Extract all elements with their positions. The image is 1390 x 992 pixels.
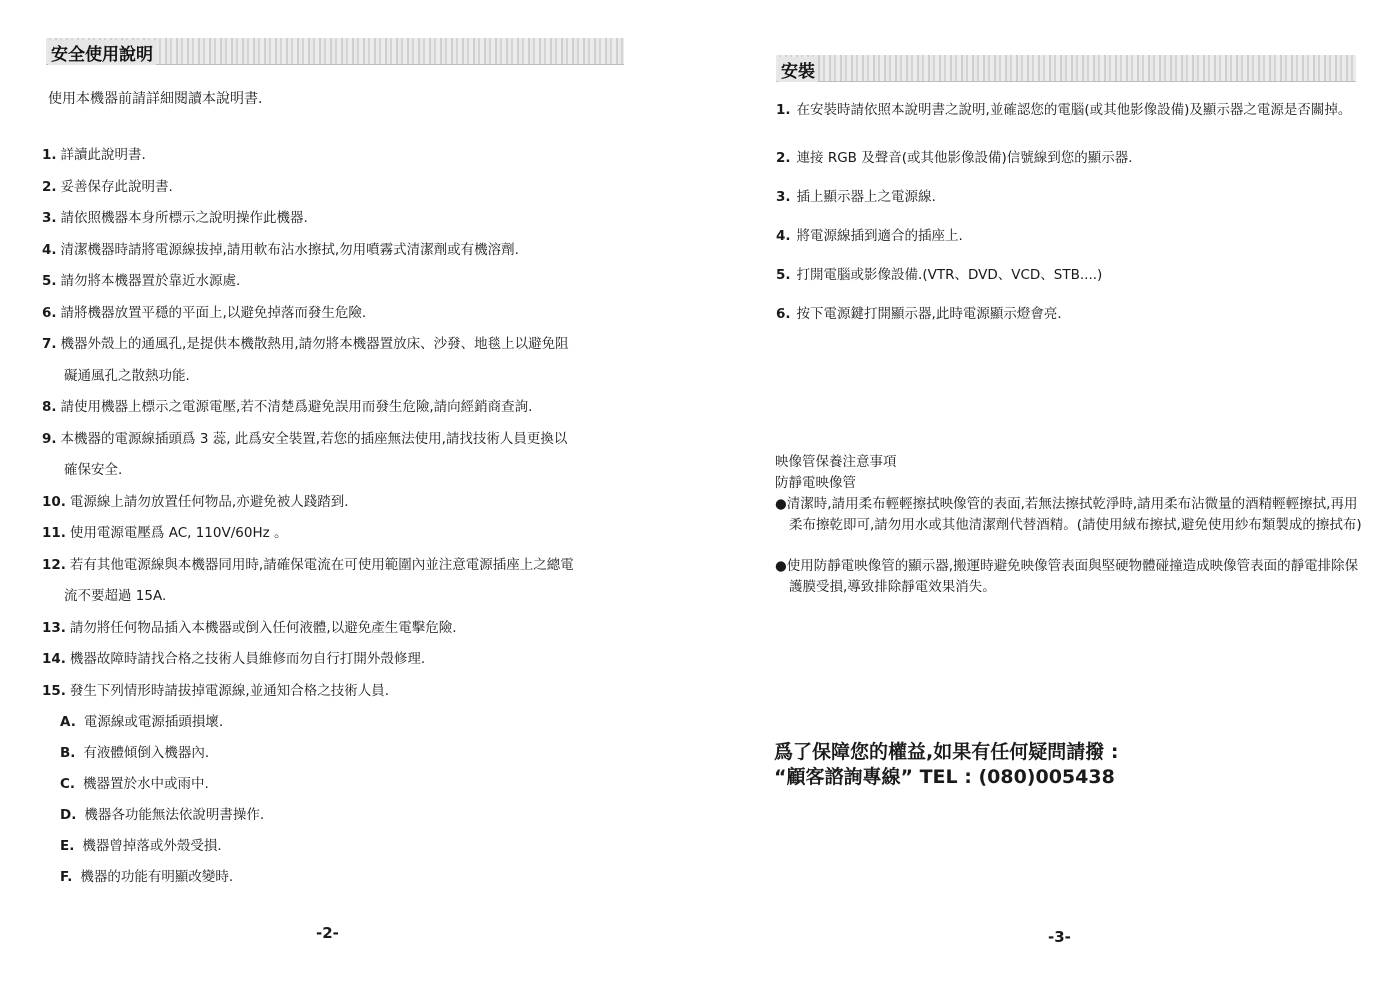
rule-number: 7. bbox=[42, 336, 57, 352]
step-text: 將電源線插到適合的插座上. bbox=[796, 228, 963, 244]
condition-letter: F. bbox=[60, 869, 73, 885]
safety-rule-5 bbox=[42, 266, 642, 298]
rule-text: 請依照機器本身所標示之說明操作此機器. bbox=[60, 210, 308, 226]
condition-letter: C. bbox=[60, 776, 76, 792]
rule-number: 8. bbox=[42, 399, 57, 415]
unplug-condition-3 bbox=[60, 769, 642, 800]
safety-intro: 使用本機器前請詳細閱讀本說明書. bbox=[48, 91, 263, 107]
install-step-5 bbox=[776, 265, 1356, 285]
rule-text: 機器故障時請找合格之技術人員維修而勿自行打開外殼修理. bbox=[69, 651, 426, 667]
install-step-list bbox=[776, 100, 1356, 343]
safety-rule-8 bbox=[42, 392, 642, 424]
condition-text: 機器各功能無法依說明書操作. bbox=[84, 807, 265, 823]
care-bullet-antistatic: ●使用防靜電映像管的顯示器,搬運時避免映像管表面與堅硬物體碰撞造成映像管表面的靜電排除保護膜受損,導致排除靜電效果消失。 bbox=[775, 558, 1359, 595]
install-section-header bbox=[776, 55, 1356, 82]
safety-rule-6 bbox=[42, 298, 642, 330]
install-step-6 bbox=[776, 304, 1356, 324]
page-number-right: -3- bbox=[1048, 928, 1071, 946]
condition-text: 機器置於水中或雨中. bbox=[83, 776, 209, 792]
safety-rule-2 bbox=[42, 172, 642, 204]
rule-text: 若有其他電源線與本機器同用時,請確保電流在可使用範圍內並注意電源插座上之總電 bbox=[69, 556, 574, 573]
install-section-title: 安裝 bbox=[778, 57, 818, 82]
unplug-condition-2 bbox=[60, 738, 642, 769]
left-page bbox=[0, 0, 690, 992]
safety-rule-12 bbox=[42, 550, 642, 613]
step-number: 3. bbox=[776, 189, 791, 205]
condition-text: 電源線或電源插頭損壞. bbox=[83, 714, 224, 730]
safety-rule-13 bbox=[42, 613, 642, 645]
step-number: 5. bbox=[776, 267, 791, 283]
safety-rule-7 bbox=[42, 329, 642, 392]
safety-rule-15 bbox=[42, 676, 642, 894]
unplug-condition-5 bbox=[60, 831, 642, 862]
safety-rule-10 bbox=[42, 487, 642, 519]
rule-text: 請勿將本機器置於靠近水源處. bbox=[60, 273, 241, 289]
safety-rule-list bbox=[42, 140, 642, 893]
rule-text: 請使用機器上標示之電源電壓,若不清楚爲避免誤用而發生危險,請向經銷商查詢. bbox=[60, 399, 533, 415]
condition-letter: D. bbox=[60, 807, 77, 823]
install-step-3 bbox=[776, 187, 1356, 207]
step-number: 4. bbox=[776, 228, 791, 244]
rule-text: 請勿將任何物品插入本機器或倒入任何液體,以避免產生電擊危險. bbox=[69, 619, 457, 636]
rule-text: 請將機器放置平穩的平面上,以避免掉落而發生危險. bbox=[60, 304, 367, 321]
rule-text: 妥善保存此說明書. bbox=[60, 178, 173, 195]
unplug-condition-6 bbox=[60, 862, 642, 893]
rule-number: 2. bbox=[42, 178, 57, 195]
condition-letter: B. bbox=[60, 745, 76, 761]
rule-text: 詳讀此說明書. bbox=[60, 147, 146, 163]
care-subtitle: 防靜電映像管 bbox=[775, 475, 856, 491]
rule-number: 12. bbox=[42, 556, 66, 573]
rule-number: 11. bbox=[42, 525, 66, 541]
step-text: 打開電腦或影像設備.(VTR、DVD、VCD、STB....) bbox=[796, 267, 1103, 283]
condition-letter: E. bbox=[60, 838, 75, 854]
rule-text: 本機器的電源線插頭爲 3 蕊, 此爲安全裝置,若您的插座無法使用,請找技術人員更換以 bbox=[60, 430, 568, 447]
rule-text-continued: 流不要超過 15A. bbox=[64, 588, 167, 604]
condition-letter: A. bbox=[60, 714, 76, 730]
install-step-2 bbox=[776, 148, 1356, 168]
step-number: 6. bbox=[776, 306, 791, 322]
safety-section-header bbox=[46, 38, 624, 65]
safety-rule-4 bbox=[42, 235, 642, 267]
safety-rule-3 bbox=[42, 203, 642, 235]
rule-text: 使用電源電壓爲 AC, 110V/60Hz 。 bbox=[69, 525, 288, 541]
rule-number: 13. bbox=[42, 619, 66, 636]
rule-text: 發生下列情形時請拔掉電源線,並通知合格之技術人員. bbox=[69, 682, 390, 699]
condition-text: 有液體傾倒入機器內. bbox=[83, 745, 210, 761]
care-bullet-cleaning: ●清潔時,請用柔布輕輕擦拭映像管的表面,若無法擦拭乾淨時,請用柔布沾微量的酒精輕輕擦拭,再用柔布擦乾即可,請勿用水或其他清潔劑代替酒精。(請使用絨布擦拭,避免使用紗布類製成的擦拭布) bbox=[775, 496, 1362, 533]
unplug-condition-1 bbox=[60, 707, 642, 738]
right-page bbox=[700, 0, 1390, 992]
rule-number: 4. bbox=[42, 241, 57, 258]
safety-rule-14 bbox=[42, 644, 642, 676]
step-number: 1. bbox=[776, 102, 791, 118]
customer-contact bbox=[774, 740, 1118, 790]
safety-section-title: 安全使用說明 bbox=[48, 40, 156, 65]
safety-rule-1 bbox=[42, 140, 642, 172]
rule-number: 14. bbox=[42, 651, 66, 667]
rule-number: 5. bbox=[42, 273, 57, 289]
rule-number: 15. bbox=[42, 682, 66, 699]
rule-number: 3. bbox=[42, 210, 57, 226]
unplug-condition-list bbox=[42, 707, 642, 893]
care-title: 映像管保養注意事項 bbox=[775, 454, 897, 470]
step-text: 連接 RGB 及聲音(或其他影像設備)信號線到您的顯示器. bbox=[796, 150, 1133, 166]
safety-rule-11 bbox=[42, 518, 642, 550]
crt-care-section bbox=[775, 452, 1365, 598]
contact-line-1: 爲了保障您的權益,如果有任何疑問請撥 : bbox=[774, 741, 1119, 763]
condition-text: 機器曾掉落或外殼受損. bbox=[82, 838, 222, 854]
unplug-condition-4 bbox=[60, 800, 642, 831]
install-step-4 bbox=[776, 226, 1356, 246]
contact-hotline: “顧客諮詢專線” TEL : (080)005438 bbox=[774, 766, 1115, 788]
rule-text-continued: 礙通風孔之散熱功能. bbox=[64, 367, 190, 384]
safety-rule-9 bbox=[42, 424, 642, 487]
rule-text: 電源線上請勿放置任何物品,亦避免被人踐踏到. bbox=[69, 493, 349, 510]
step-number: 2. bbox=[776, 150, 791, 166]
rule-text: 機器外殼上的通風孔,是提供本機散熱用,請勿將本機器置放床、沙發、地毯上以避免阻 bbox=[60, 336, 569, 352]
page-number-left: -2- bbox=[316, 924, 339, 942]
step-text: 插上顯示器上之電源線. bbox=[796, 189, 936, 205]
step-text: 在安裝時請依照本說明書之說明,並確認您的電腦(或其他影像設備)及顯示器之電源是否關掉。 bbox=[796, 102, 1352, 118]
rule-text: 清潔機器時請將電源線拔掉,請用軟布沾水擦拭,勿用噴霧式清潔劑或有機溶劑. bbox=[60, 241, 519, 258]
rule-number: 1. bbox=[42, 147, 57, 163]
rule-number: 10. bbox=[42, 493, 66, 510]
step-text: 按下電源鍵打開顯示器,此時電源顯示燈會亮. bbox=[796, 306, 1062, 322]
rule-text-continued: 確保安全. bbox=[64, 462, 123, 478]
rule-number: 6. bbox=[42, 304, 57, 321]
install-step-1 bbox=[776, 100, 1356, 120]
rule-number: 9. bbox=[42, 430, 57, 447]
condition-text: 機器的功能有明顯改變時. bbox=[80, 869, 234, 885]
